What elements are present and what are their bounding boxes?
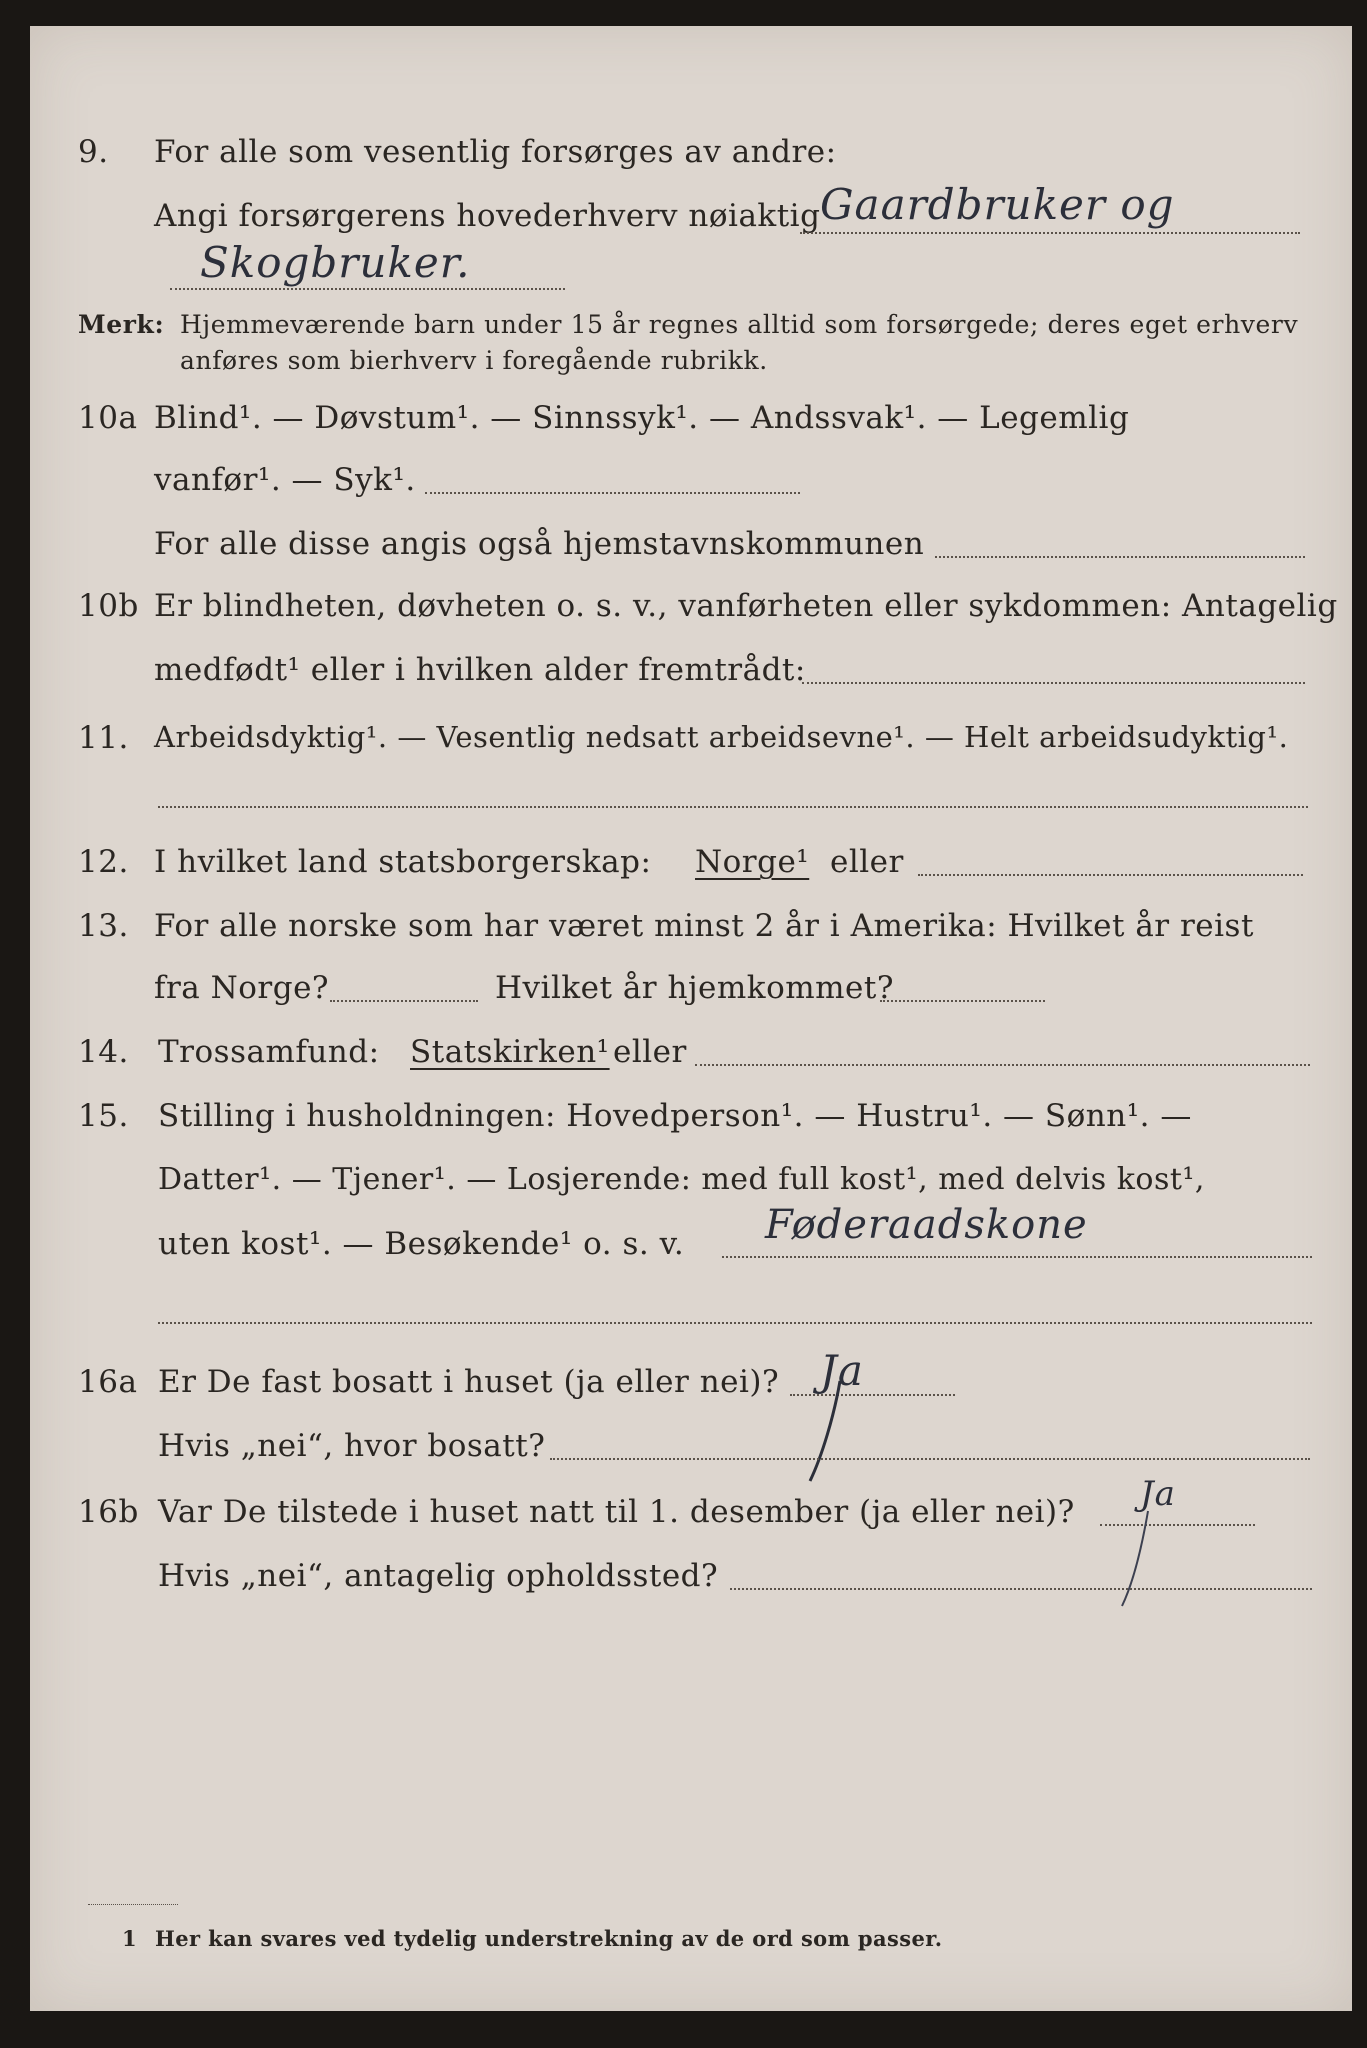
q16a-answer-line-2	[550, 1458, 1310, 1460]
q10b-line-2: medfødt¹ eller i hvilken alder fremtrådt:	[154, 652, 806, 688]
q9-row-1	[30, 134, 1352, 178]
q9-answer-line-2	[170, 288, 565, 290]
q12-row	[30, 844, 1352, 888]
q12-selected-norge: Norge¹	[695, 844, 810, 880]
q9-number: 9.	[78, 134, 109, 170]
q16a-row-2	[30, 1428, 1352, 1472]
q14-prefix: Trossamfund:	[158, 1034, 380, 1070]
q14-selected-statskirken: Statskirken¹	[410, 1034, 610, 1070]
q13-line-2b: Hvilket år hjemkommet?	[495, 970, 894, 1006]
q16a-handwritten-answer: Ja	[820, 1346, 864, 1395]
q10a-number: 10a	[78, 400, 138, 436]
q16b-line-2: Hvis „nei“, antagelig opholdssted?	[158, 1558, 719, 1594]
q9-line-1: For alle som vesentlig forsørges av andre:	[154, 134, 837, 170]
q14-row	[30, 1034, 1352, 1078]
q15-row-2	[30, 1162, 1352, 1206]
footnote-row	[30, 1926, 1352, 1970]
merk-line-2: anføres som bierhverv i foregående rubrikk.	[180, 346, 768, 375]
merk-line-1: Hjemmeværende barn under 15 år regnes alltid som forsørgede; deres eget erhverv	[180, 310, 1299, 339]
q10b-number: 10b	[78, 588, 139, 624]
q10b-line-1: Er blindheten, døvheten o. s. v., vanførheten eller sykdommen: Antagelig	[154, 588, 1338, 624]
q10a-line-3: For alle disse angis også hjemstavnskommunen	[154, 526, 925, 562]
q10a-answer-line-1	[425, 492, 800, 494]
q11-number: 11.	[78, 720, 129, 756]
q12-prefix: I hvilket land statsborgerskap:	[154, 844, 652, 880]
q11-answer-line	[158, 806, 1308, 808]
q13-line-2a: fra Norge?	[154, 970, 330, 1006]
q14-suffix: eller	[613, 1034, 687, 1070]
merk-row-2	[30, 346, 1352, 390]
q16b-number: 16b	[78, 1494, 139, 1530]
q11-line-1: Arbeidsdyktig¹. — Vesentlig nedsatt arbeidsevne¹. — Helt arbeidsudyktig¹.	[154, 720, 1289, 754]
q15-answer-line-1	[722, 1256, 1312, 1258]
footnote-separator	[88, 1904, 178, 1905]
q13-answer-line-1	[330, 1000, 478, 1002]
q16a-row-1	[30, 1364, 1352, 1408]
q9-line-2: Angi forsørgerens hovederhverv nøiaktig	[154, 198, 821, 234]
q15-number: 15.	[78, 1098, 129, 1134]
census-form-page	[30, 26, 1352, 2011]
q16a-line-2: Hvis „nei“, hvor bosatt?	[158, 1428, 546, 1464]
q10a-answer-line-2	[935, 556, 1305, 558]
merk-label: Merk:	[78, 310, 165, 339]
q13-answer-line-2	[880, 1000, 1045, 1002]
q15-line-3: uten kost¹. — Besøkende¹ o. s. v.	[158, 1226, 685, 1262]
q9-answer-line-1	[800, 232, 1300, 234]
q10b-answer-line	[802, 682, 1305, 684]
q16b-line-1: Var De tilstede i huset natt til 1. desember (ja eller nei)?	[158, 1494, 1075, 1530]
q14-answer-line	[695, 1064, 1310, 1066]
q15-line-1: Stilling i husholdningen: Hovedperson¹. — Hustru¹. — Sønn¹. —	[158, 1098, 1192, 1134]
q10a-line-2: vanfør¹. — Syk¹.	[154, 462, 416, 498]
q12-number: 12.	[78, 844, 129, 880]
q16b-row-2	[30, 1558, 1352, 1602]
q10a-row-3	[30, 526, 1352, 570]
q16b-handwritten-answer: Ja	[1140, 1474, 1176, 1514]
q16b-answer-line-2	[730, 1588, 1312, 1590]
q16a-number: 16a	[78, 1364, 138, 1400]
q9-handwritten-answer-2: Skogbruker.	[200, 238, 471, 287]
q15-line-2: Datter¹. — Tjener¹. — Losjerende: med full kost¹, med delvis kost¹,	[158, 1162, 1205, 1197]
q15-row-3	[30, 1226, 1352, 1270]
q10b-row-2	[30, 652, 1352, 696]
q15-row-1	[30, 1098, 1352, 1142]
q9-handwritten-answer-1: Gaardbruker og	[820, 180, 1175, 229]
q14-number: 14.	[78, 1034, 129, 1070]
q10b-row-1	[30, 588, 1352, 632]
footnote-text: Her kan svares ved tydelig understrekning av de ord som passer.	[155, 1926, 943, 1951]
q13-row-2	[30, 970, 1352, 1014]
footnote-mark: 1	[122, 1926, 138, 1951]
q16a-line-1: Er De fast bosatt i huset (ja eller nei)?	[158, 1364, 780, 1400]
q12-answer-line	[918, 874, 1303, 876]
q13-line-1: For alle norske som har været minst 2 år i Amerika: Hvilket år reist	[154, 908, 1254, 944]
q12-suffix: eller	[830, 844, 904, 880]
q10a-line-1: Blind¹. — Døvstum¹. — Sinnssyk¹. — Andssvak¹. — Legemlig	[154, 400, 1130, 436]
q15-answer-line-2	[158, 1322, 1312, 1324]
q11-row-1	[30, 720, 1352, 764]
q10a-row-1	[30, 400, 1352, 444]
q13-row-1	[30, 908, 1352, 952]
q15-handwritten-answer: Føderaadskone	[765, 1202, 1088, 1248]
q10a-row-2	[30, 462, 1352, 506]
q13-number: 13.	[78, 908, 129, 944]
